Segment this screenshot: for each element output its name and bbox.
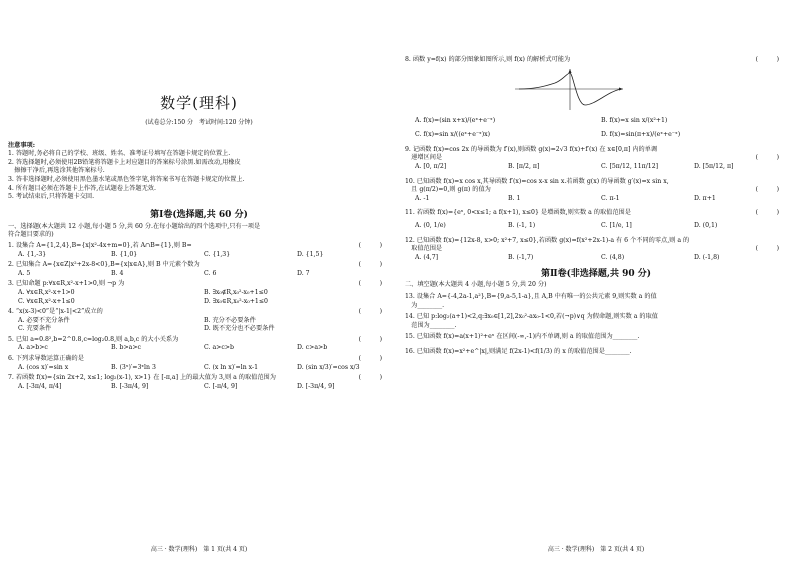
- option-a: A. f(x)=(sin x+x)/(eˣ+e⁻ˣ): [415, 116, 496, 124]
- option-a: A. -1: [415, 194, 430, 202]
- option-c: C. (x ln x)′=ln x-1: [204, 363, 259, 371]
- notice-item: 1. 答题时,务必将自己的学校、班级、姓名、准考证号填写在答题卡规定的位置上.: [8, 150, 231, 158]
- question-11: [405, 209, 787, 230]
- option-c: C. f(x)=sin x/((eˣ+e⁻ˣ)x): [415, 131, 491, 139]
- option-c: C. (4,8): [601, 253, 625, 261]
- question-5: [8, 336, 390, 353]
- option-c: C. ∀x∈R,x²-x+1≤0: [18, 297, 75, 305]
- question-15: 15. 已知函数 f(x)=a(x+1)²+eˣ 在区间(-∞,-1)内不单调,则 a 的取值范围为________.: [405, 333, 640, 341]
- option-b: B. ∃x₀∉R,x₀²-x₀+1≤0: [204, 288, 268, 296]
- answer-paren: ( ): [358, 241, 382, 249]
- question-stem-2: 递增区间是: [405, 154, 443, 162]
- option-c: C. [1/e, 1]: [601, 221, 632, 229]
- option-a: A. [-3π/4, π/4]: [18, 382, 62, 390]
- page-footer: 高三 · 数学(理科) 第 2 页(共 4 页): [547, 546, 645, 553]
- question-stem: 5. 已知 a=0.8²,b=2^0.8,c=log₂0.8,则 a,b,c 的大小关系为: [8, 335, 179, 343]
- option-b: B. [π/2, π]: [508, 162, 540, 170]
- notice-title: 注意事项:: [8, 141, 36, 149]
- question-8: [405, 56, 787, 140]
- question-stem: 10. 已知函数 f(x)=x cos x,其导函数 f′(x)=cos x-x sin x.若函数 g(x) 的导函数 g′(x)=x sin x,: [405, 177, 669, 185]
- option-d: D. π+1: [694, 194, 716, 202]
- question-stem: 2. 已知集合 A={x∈Z|x²+2x-8<0},B={x|x∈A},则 B 中元素个数为: [8, 261, 200, 269]
- page-1: [8, 0, 390, 561]
- question-stem: 1. 设集合 A={1,2,4},B={x|x²-4x+m=0},若 A∩B={1},则 B=: [8, 241, 192, 249]
- section-1-heading: 第Ⅰ卷(选择题,共 60 分): [150, 209, 248, 220]
- question-2: [8, 261, 390, 278]
- question-14-cont: 范围为________.: [405, 321, 457, 329]
- option-b: B. (3ˣ)′=3ˣln 3: [111, 363, 156, 371]
- option-d: D. (-1,8): [694, 253, 720, 261]
- option-b: B. (-1, 1): [508, 221, 536, 229]
- question-10: [405, 178, 787, 204]
- question-stem: 9. 记函数 f(x)=cos 2x 的导函数为 f′(x),则函数 g(x)=2√3 f(x)+f′(x) 在 x∈[0,π] 内的单调: [405, 145, 658, 153]
- option-d: D. (sin x/3)′=cos x/3: [297, 363, 360, 371]
- question-stem: 8. 函数 y=f(x) 的部分图象如图所示,则 f(x) 的解析式可能为: [405, 56, 571, 63]
- function-graph: [515, 67, 625, 111]
- answer-paren: ( ): [358, 355, 382, 363]
- option-a: A. ∀x∈R,x²-x+1>0: [18, 288, 75, 296]
- question-16: 16. 已知函数 f(x)=x²+e^|x|,则满足 f(2x-1)<f(1/3) 的 x 的取值范围是________.: [405, 347, 632, 355]
- section-1-intro: 一、选择题(本大题共 12 小题,每小题 5 分,共 60 分.在每小题给出的四个选项中,只有一项是: [8, 222, 261, 230]
- section-2-intro: 二、填空题(本大题共 4 小题,每小题 5 分,共 20 分): [405, 281, 547, 289]
- question-9: [405, 146, 787, 172]
- option-b: B. f(x)=x sin x/(x²+1): [601, 116, 668, 124]
- option-c: C. 充要条件: [18, 325, 52, 333]
- question-6: [8, 355, 390, 372]
- section-2-heading: 第Ⅱ卷(非选择题,共 90 分): [540, 269, 652, 280]
- question-4: [8, 308, 390, 334]
- question-stem: 3. 已知命题 p:∀x∈R,x²-x+1>0,则 ¬p 为: [8, 280, 125, 288]
- section-1-intro-2: 符合题目要求的): [8, 231, 54, 239]
- option-d: D. c>a>b: [297, 344, 328, 352]
- option-b: B. {1,0}: [111, 250, 138, 258]
- option-b: B. 充分不必要条件: [204, 316, 256, 324]
- notice-item: 擦擦干净后,再选涂其他答案标号.: [8, 167, 105, 175]
- option-c: C. {1,3}: [204, 250, 231, 258]
- option-d: D. ∃x₀∈R,x₀²-x₀+1≤0: [204, 297, 268, 305]
- question-7: [8, 374, 390, 391]
- option-a: A. [0, π/2]: [415, 162, 447, 170]
- page-footer: 高三 · 数学(理科) 第 1 页(共 4 页): [150, 546, 248, 553]
- notice-item: 5. 考试结束后,只将答题卡交回.: [8, 193, 95, 201]
- option-b: B. (-1,7): [508, 253, 534, 261]
- option-b: B. 1: [508, 194, 521, 202]
- option-c: C. π-1: [601, 194, 620, 202]
- answer-paren: ( ): [358, 280, 382, 288]
- option-d: D. 7: [297, 269, 310, 277]
- answer-paren: ( ): [755, 186, 779, 194]
- option-a: A. {1,-3}: [18, 250, 47, 258]
- answer-paren: ( ): [358, 261, 382, 269]
- option-c: C. [-π/4, 9]: [204, 382, 238, 390]
- option-d: D. (0,1): [694, 221, 718, 229]
- option-b: B. b>a>c: [111, 344, 141, 352]
- option-d: D. [-3π/4, 9]: [297, 382, 335, 390]
- answer-paren: ( ): [358, 335, 382, 343]
- answer-paren: ( ): [755, 209, 779, 217]
- option-a: A. 必要不充分条件: [18, 316, 70, 324]
- question-stem: 12. 已知函数 f(x)={12x-8, x>0; x²+7, x≤0},若函数 g(x)=f(x²+2x-1)-a 有 6 个不同的零点,则 a 的: [405, 236, 690, 244]
- page-2: [405, 0, 787, 561]
- answer-paren: ( ): [755, 56, 779, 63]
- option-c: C. a>c>b: [204, 344, 234, 352]
- question-stem: 4. “x(x-3)<0”是“|x-1|<2”成立的: [8, 308, 103, 316]
- question-1: [8, 242, 390, 259]
- option-c: C. [5π/12, 11π/12]: [601, 162, 659, 170]
- answer-paren: ( ): [358, 308, 382, 316]
- option-a: A. (4,7]: [415, 253, 439, 261]
- exam-subtitle: (试卷总分:150 分 考试时间:120 分钟): [145, 119, 253, 126]
- option-a: A. a>b>c: [18, 344, 48, 352]
- answer-paren: ( ): [755, 154, 779, 162]
- option-a: A. 5: [18, 269, 31, 277]
- question-13: 13. 设集合 A={-4,2a-1,a²},B={9,a-5,1-a},且 A,B 中有唯一的公共元素 9,则实数 a 的值: [405, 292, 657, 300]
- option-d: D. {1,5}: [297, 250, 324, 258]
- answer-paren: ( ): [358, 374, 382, 382]
- question-stem-2: 且 g(π/2)=0,则 g(π) 的值为: [405, 186, 491, 194]
- question-12: [405, 237, 787, 263]
- option-b: B. [-3π/4, 9]: [111, 382, 149, 390]
- option-d: D. f(x)=sin(π+x)/(eˣ+e⁻ˣ): [601, 131, 681, 139]
- answer-paren: ( ): [755, 245, 779, 253]
- question-3: [8, 280, 390, 306]
- question-14: 14. 已知 p:log₂(a+1)<2,q:∃x₀∈[1,2],2x₀²-ax₀-1<0,若(¬p)∨q 为假命题,则实数 a 的取值: [405, 313, 658, 321]
- notice-item: 4. 所有题目必须在答题卡上作答,在试题卷上答题无效.: [8, 184, 156, 192]
- notice-item: 3. 答非选择题时,必须使用黑色墨水笔或黑色签字笔,将答案书写在答题卡规定的位置上.: [8, 175, 245, 183]
- question-stem: 11. 若函数 f(x)={eˣ, 0<x≤1; a f(x+1), x≤0} 是增函数,则实数 a 的取值范围是: [405, 209, 631, 217]
- option-d: D. 既不充分也不必要条件: [204, 325, 275, 333]
- option-a: A. (0, 1/e): [415, 221, 446, 229]
- question-13-cont: 为________.: [405, 301, 445, 309]
- option-c: C. 6: [204, 269, 217, 277]
- option-a: A. (cos x)′=sin x: [18, 363, 69, 371]
- option-d: D. [5π/12, π]: [694, 162, 734, 170]
- option-b: B. 4: [111, 269, 124, 277]
- question-stem-2: 取值范围是: [405, 245, 443, 253]
- question-stem: 6. 下列求导数运算正确的是: [8, 355, 84, 363]
- y-axis-arrow: [569, 69, 572, 73]
- notice-item: 2. 答选择题时,必须使用2B铅笔将答题卡上对应题目的答案标号涂黑.如需改动,用橡皮: [8, 158, 241, 166]
- question-stem: 7. 若函数 f(x)={sin 2x+2, x≤1; log₂(x-1), x>1} 在 [-π,a] 上的最大值为 3,则 a 的取值范围为: [8, 374, 276, 382]
- exam-title: 数学(理科): [160, 94, 238, 112]
